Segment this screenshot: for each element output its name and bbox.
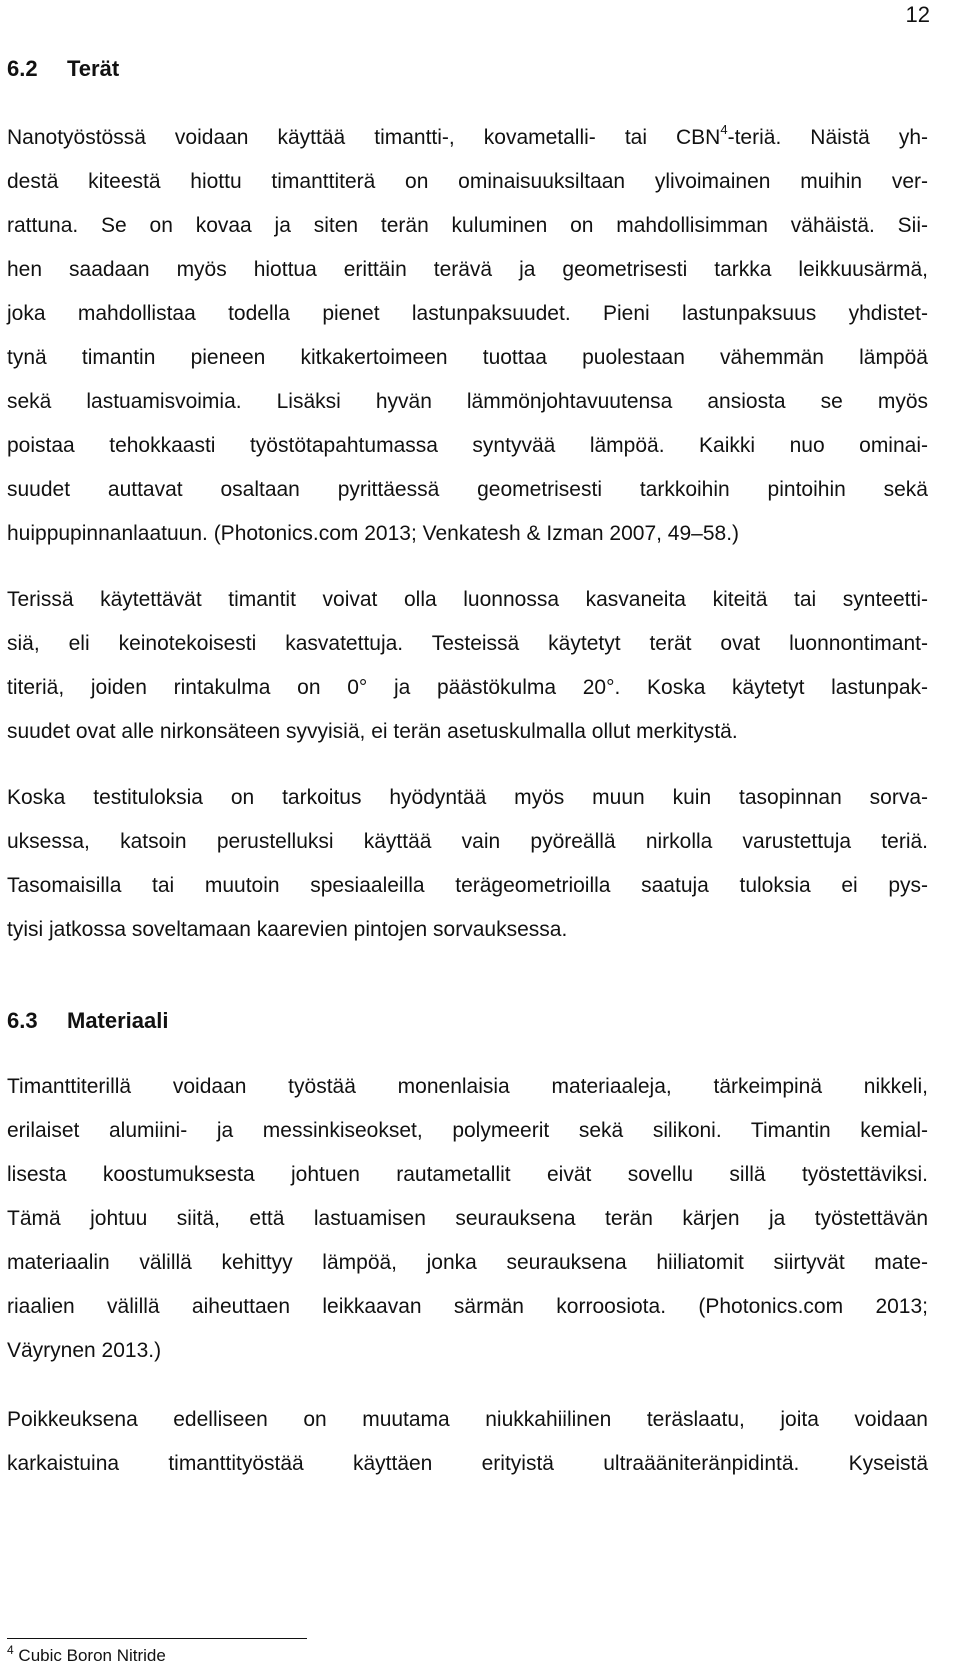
paragraph-line: titeriä, joiden rintakulma on 0° ja päästökulma 20°. Koska käytetyt lastunpak- (7, 676, 928, 699)
paragraph-line: Nanotyöstössä voidaan käyttää timantti-, kovametalli- tai CBN$^4$-teriä. Näistä yh- (7, 122, 929, 149)
paragraph-line: hen saadaan myös hiottua erittäin terävä ja geometrisesti tarkka leikkuusärmä, (7, 258, 928, 281)
section-heading-6-2 (7, 56, 119, 82)
section-heading-6-3 (7, 1008, 169, 1034)
section-title: Materiaali (67, 1008, 169, 1033)
paragraph-6-2-1 (7, 116, 928, 556)
paragraph-line: huippupinnanlaatuun. (Photonics.com 2013; Venkatesh & Izman 2007, 49–58.) (7, 522, 740, 545)
footnote-separator (7, 1638, 307, 1639)
paragraph-line: suudet auttavat osaltaan pyrittäessä geometrisesti tarkkoihin pintoihin sekä (7, 478, 928, 501)
section-number: 6.2 (7, 56, 38, 81)
paragraph-line: Koska testituloksia on tarkoitus hyödyntää myös muun kuin tasopinnan sorva- (7, 786, 928, 809)
paragraph-line: Terissä käytettävät timantit voivat olla luonnossa kasvaneita kiteitä tai synteetti- (7, 588, 928, 611)
paragraph-line: Poikkeuksena edelliseen on muutama niukkahiilinen teräslaatu, joita voidaan (7, 1408, 928, 1431)
paragraph-line: Tasomaisilla tai muutoin spesiaaleilla terägeometrioilla saatuja tuloksia ei pys- (7, 874, 928, 897)
paragraph-line: Väyrynen 2013.) (7, 1339, 162, 1362)
paragraph-line: destä kiteestä hiottu timanttiterä on ominaisuuksiltaan ylivoimainen muihin ver- (7, 170, 928, 193)
paragraph-line: Tämä johtuu siitä, että lastuamisen seurauksena terän kärjen ja työstettävän (7, 1207, 928, 1230)
paragraph-6-2-2 (7, 578, 928, 754)
paragraph-line: Timanttiterillä voidaan työstää monenlaisia materiaaleja, tärkeimpinä nikkeli, (7, 1075, 928, 1098)
paragraph-line: poistaa tehokkaasti työstötapahtumassa syntyvää lämpöä. Kaikki nuo ominai- (7, 434, 928, 457)
paragraph-line: erilaiset alumiini- ja messinkiseokset, polymeerit sekä silikoni. Timantin kemial- (7, 1119, 928, 1142)
paragraph-6-3-1 (7, 1065, 928, 1373)
footnote-text: Cubic Boron Nitride (18, 1646, 166, 1665)
footnote (7, 1643, 166, 1666)
paragraph-line: tynä timantin pieneen kitkakertoimeen tuottaa puolestaan vähemmän lämpöä (7, 346, 928, 369)
paragraph-6-2-3 (7, 776, 928, 952)
paragraph-line: joka mahdollistaa todella pienet lastunpaksuudet. Pieni lastunpaksuus yhdistet- (7, 302, 928, 325)
section-title: Terät (67, 56, 120, 81)
paragraph-line: uksessa, katsoin perustelluksi käyttää vain pyöreällä nirkolla varustettuja teriä. (7, 830, 928, 853)
footnote-ref: 4 (720, 122, 728, 137)
paragraph-line: karkaistuina timanttityöstää käyttäen erityistä ultraääniteränpidintä. Kyseistä (7, 1452, 928, 1475)
paragraph-line: materiaalin välillä kehittyy lämpöä, jonka seurauksena hiiliatomit siirtyvät mate- (7, 1251, 928, 1274)
paragraph-line: suudet ovat alle nirkonsäteen syvyisiä, ei terän asetuskulmalla ollut merkitystä. (7, 720, 738, 743)
paragraph-line: sekä lastuamisvoimia. Lisäksi hyvän lämmönjohtavuutensa ansiosta se myös (7, 390, 928, 413)
section-number: 6.3 (7, 1008, 38, 1033)
paragraph-6-3-2 (7, 1398, 928, 1486)
paragraph-line: riaalien välillä aiheuttaen leikkaavan särmän korroosiota. (Photonics.com 2013; (7, 1295, 928, 1318)
footnote-marker: 4 (7, 1643, 14, 1657)
paragraph-line: lisesta koostumuksesta johtuen rautametallit eivät sovellu sillä työstettäviksi. (7, 1163, 928, 1186)
paragraph-line: tyisi jatkossa soveltamaan kaarevien pintojen sorvauksessa. (7, 918, 568, 941)
paragraph-line: rattuna. Se on kovaa ja siten terän kuluminen on mahdollisimman vähäistä. Sii- (7, 214, 928, 237)
paragraph-line: siä, eli keinotekoisesti kasvatettuja. Testeissä käytetyt terät ovat luonnontimant- (7, 632, 928, 655)
page-number: 12 (905, 2, 930, 27)
